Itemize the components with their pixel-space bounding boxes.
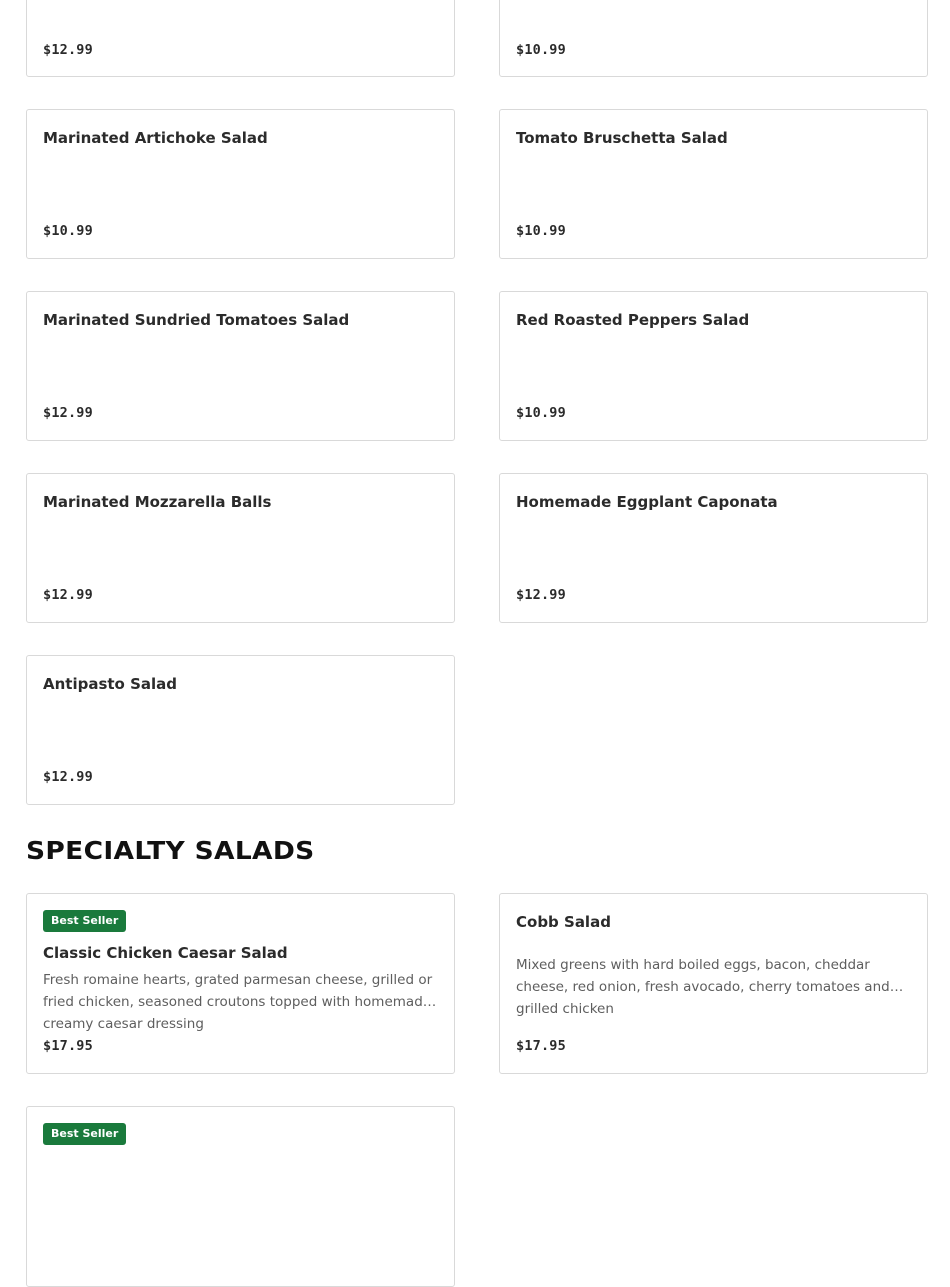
menu-item-name: Classic Chicken Caesar Salad (43, 944, 288, 962)
menu-item-card[interactable] (26, 1106, 455, 1287)
menu-item-price: $12.99 (43, 405, 93, 421)
menu-item-name: Marinated Mozzarella Balls (43, 493, 272, 511)
menu-item-name: Antipasto Salad (43, 675, 178, 693)
menu-item-card[interactable] (26, 473, 455, 623)
menu-item-card[interactable] (499, 0, 928, 77)
menu-item-name: Marinated Sundried Tomatoes Salad (43, 311, 350, 329)
menu-item-name: Red Roasted Peppers Salad (516, 311, 750, 329)
menu-item-name: Homemade Eggplant Caponata (516, 493, 778, 511)
menu-item-card[interactable] (499, 109, 928, 259)
menu-item-description: Fresh romaine hearts, grated parmesan cheese, grilled or fried chicken, seasoned croutons topped with homemade creamy caesar dressing (43, 972, 433, 1032)
menu-item-card[interactable] (26, 291, 455, 441)
menu-item-price: $12.99 (43, 587, 93, 603)
menu-item-price: $17.95 (516, 1038, 566, 1054)
menu-item-description: Mixed greens with hard boiled eggs, bacon, cheddar cheese, red onion, fresh avocado, cherry tomatoes and grilled chicken (516, 957, 890, 1017)
menu-item-price: $10.99 (516, 405, 566, 421)
menu-item-card[interactable] (26, 655, 455, 805)
menu-item-card[interactable] (26, 109, 455, 259)
menu-item-name: Cobb Salad (516, 913, 611, 931)
menu-item-price: $17.95 (43, 1038, 93, 1054)
section-title-specialty-salads: SPECIALTY SALADS (26, 836, 315, 865)
menu-item-price: $10.99 (516, 42, 566, 58)
menu-item-card[interactable] (499, 893, 928, 1074)
best-seller-badge: Best Seller (43, 1123, 126, 1145)
menu-item-card[interactable] (499, 473, 928, 623)
menu-item-price: $10.99 (516, 223, 566, 239)
menu-item-card[interactable] (26, 0, 455, 77)
menu-item-name: Marinated Artichoke Salad (43, 129, 268, 147)
menu-item-price: $12.99 (43, 769, 93, 785)
menu-item-price: $10.99 (43, 223, 93, 239)
menu-item-card[interactable] (26, 893, 455, 1074)
best-seller-badge: Best Seller (43, 910, 126, 932)
menu-item-name: Tomato Bruschetta Salad (516, 129, 728, 147)
menu-item-card[interactable] (499, 291, 928, 441)
menu-item-price: $12.99 (516, 587, 566, 603)
menu-item-price: $12.99 (43, 42, 93, 58)
